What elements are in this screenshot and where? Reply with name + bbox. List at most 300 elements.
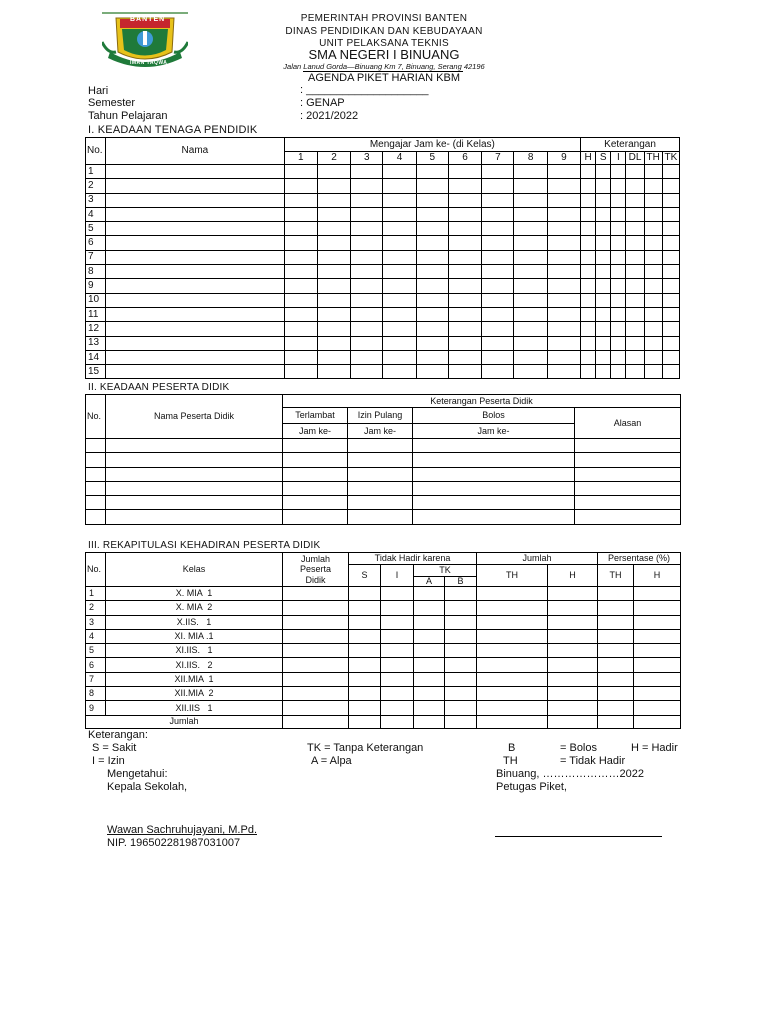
teacher-cell[interactable] xyxy=(626,222,644,236)
teacher-cell[interactable] xyxy=(284,222,317,236)
teacher-cell[interactable] xyxy=(581,165,596,179)
recap-cell[interactable] xyxy=(634,629,681,643)
recap-cell[interactable] xyxy=(477,644,548,658)
recap-cell[interactable] xyxy=(634,687,681,701)
recap-cell[interactable] xyxy=(283,644,349,658)
teacher-cell[interactable] xyxy=(611,222,626,236)
recap-cell[interactable] xyxy=(548,687,598,701)
teacher-cell[interactable] xyxy=(351,307,383,321)
teacher-cell[interactable] xyxy=(662,179,679,193)
teacher-cell[interactable] xyxy=(416,179,448,193)
teacher-cell[interactable] xyxy=(596,179,611,193)
recap-total-cell[interactable] xyxy=(548,715,598,728)
teacher-cell[interactable] xyxy=(644,193,662,207)
recap-cell[interactable] xyxy=(477,601,548,615)
recap-cell[interactable] xyxy=(283,587,349,601)
student-cell-nama[interactable] xyxy=(106,439,283,453)
teacher-cell[interactable] xyxy=(106,236,284,250)
teacher-cell[interactable] xyxy=(596,279,611,293)
teacher-cell[interactable] xyxy=(482,222,514,236)
teacher-cell[interactable] xyxy=(611,279,626,293)
teacher-cell[interactable] xyxy=(596,293,611,307)
student-cell-bolos[interactable] xyxy=(413,467,575,481)
recap-cell[interactable] xyxy=(634,644,681,658)
teacher-cell[interactable] xyxy=(662,336,679,350)
teacher-cell[interactable] xyxy=(448,279,481,293)
teacher-cell[interactable] xyxy=(284,350,317,364)
recap-cell[interactable] xyxy=(477,615,548,629)
teacher-cell[interactable] xyxy=(284,307,317,321)
teacher-cell[interactable] xyxy=(482,207,514,221)
teacher-cell[interactable] xyxy=(611,207,626,221)
teacher-cell[interactable] xyxy=(448,179,481,193)
teacher-cell[interactable] xyxy=(284,279,317,293)
teacher-cell[interactable] xyxy=(581,222,596,236)
teacher-cell[interactable] xyxy=(317,350,350,364)
teacher-cell[interactable] xyxy=(596,250,611,264)
teacher-cell[interactable] xyxy=(626,165,644,179)
teacher-cell[interactable] xyxy=(581,193,596,207)
teacher-cell[interactable] xyxy=(581,250,596,264)
teacher-cell[interactable] xyxy=(482,307,514,321)
teacher-cell[interactable] xyxy=(317,279,350,293)
teacher-cell[interactable] xyxy=(626,307,644,321)
teacher-cell[interactable] xyxy=(106,193,284,207)
teacher-cell[interactable] xyxy=(644,350,662,364)
student-cell-bolos[interactable] xyxy=(413,439,575,453)
student-cell-bolos[interactable] xyxy=(413,481,575,495)
student-cell-alasan[interactable] xyxy=(575,496,681,510)
teacher-cell[interactable] xyxy=(317,322,350,336)
teacher-cell[interactable] xyxy=(448,265,481,279)
teacher-cell[interactable] xyxy=(482,322,514,336)
recap-cell[interactable] xyxy=(598,615,634,629)
recap-cell[interactable] xyxy=(381,629,414,643)
teacher-cell[interactable] xyxy=(448,193,481,207)
teacher-cell[interactable] xyxy=(644,322,662,336)
teacher-cell[interactable] xyxy=(317,293,350,307)
teacher-cell[interactable] xyxy=(547,222,580,236)
recap-cell[interactable] xyxy=(283,615,349,629)
teacher-cell[interactable] xyxy=(351,207,383,221)
recap-cell[interactable] xyxy=(634,701,681,715)
teacher-cell[interactable] xyxy=(581,322,596,336)
teacher-cell[interactable] xyxy=(662,165,679,179)
recap-cell[interactable] xyxy=(283,629,349,643)
recap-cell[interactable] xyxy=(634,587,681,601)
recap-cell[interactable] xyxy=(414,658,445,672)
teacher-cell[interactable] xyxy=(514,165,547,179)
teacher-cell[interactable] xyxy=(662,207,679,221)
recap-cell[interactable] xyxy=(381,644,414,658)
teacher-cell[interactable] xyxy=(383,193,416,207)
teacher-cell[interactable] xyxy=(547,165,580,179)
student-cell-alasan[interactable] xyxy=(575,510,681,524)
teacher-cell[interactable] xyxy=(106,307,284,321)
recap-cell[interactable] xyxy=(283,672,349,686)
recap-total-cell[interactable] xyxy=(634,715,681,728)
teacher-cell[interactable] xyxy=(416,336,448,350)
teacher-cell[interactable] xyxy=(514,322,547,336)
teacher-cell[interactable] xyxy=(581,336,596,350)
recap-cell[interactable] xyxy=(548,644,598,658)
teacher-cell[interactable] xyxy=(284,165,317,179)
teacher-cell[interactable] xyxy=(482,365,514,379)
teacher-cell[interactable] xyxy=(611,350,626,364)
recap-total-cell[interactable] xyxy=(381,715,414,728)
teacher-cell[interactable] xyxy=(284,293,317,307)
recap-cell[interactable] xyxy=(381,615,414,629)
teacher-cell[interactable] xyxy=(416,293,448,307)
recap-cell[interactable] xyxy=(477,587,548,601)
teacher-cell[interactable] xyxy=(351,322,383,336)
teacher-cell[interactable] xyxy=(416,236,448,250)
teacher-cell[interactable] xyxy=(482,236,514,250)
teacher-cell[interactable] xyxy=(383,307,416,321)
student-cell-terlambat[interactable] xyxy=(283,467,348,481)
student-cell-nama[interactable] xyxy=(106,510,283,524)
teacher-cell[interactable] xyxy=(317,222,350,236)
teacher-cell[interactable] xyxy=(514,307,547,321)
teacher-cell[interactable] xyxy=(514,365,547,379)
teacher-cell[interactable] xyxy=(482,250,514,264)
recap-cell[interactable] xyxy=(414,587,445,601)
teacher-cell[interactable] xyxy=(416,322,448,336)
teacher-cell[interactable] xyxy=(611,250,626,264)
recap-cell[interactable] xyxy=(381,701,414,715)
teacher-cell[interactable] xyxy=(596,265,611,279)
teacher-cell[interactable] xyxy=(596,307,611,321)
teacher-cell[interactable] xyxy=(448,236,481,250)
student-cell-terlambat[interactable] xyxy=(283,453,348,467)
student-cell-no[interactable] xyxy=(86,481,106,495)
recap-cell[interactable] xyxy=(349,601,381,615)
teacher-cell[interactable] xyxy=(448,207,481,221)
recap-cell[interactable] xyxy=(548,701,598,715)
teacher-cell[interactable] xyxy=(514,350,547,364)
teacher-cell[interactable] xyxy=(106,207,284,221)
recap-cell[interactable] xyxy=(283,601,349,615)
recap-cell[interactable] xyxy=(414,629,445,643)
teacher-cell[interactable] xyxy=(626,179,644,193)
recap-cell[interactable] xyxy=(414,687,445,701)
recap-cell[interactable] xyxy=(414,615,445,629)
teacher-cell[interactable] xyxy=(662,322,679,336)
teacher-cell[interactable] xyxy=(611,236,626,250)
teacher-cell[interactable] xyxy=(416,250,448,264)
recap-cell[interactable] xyxy=(634,601,681,615)
teacher-cell[interactable] xyxy=(448,350,481,364)
student-cell-no[interactable] xyxy=(86,496,106,510)
teacher-cell[interactable] xyxy=(514,250,547,264)
teacher-cell[interactable] xyxy=(317,236,350,250)
student-cell-bolos[interactable] xyxy=(413,510,575,524)
teacher-cell[interactable] xyxy=(416,307,448,321)
teacher-cell[interactable] xyxy=(317,193,350,207)
teacher-cell[interactable] xyxy=(106,165,284,179)
teacher-cell[interactable] xyxy=(626,265,644,279)
teacher-cell[interactable] xyxy=(662,307,679,321)
teacher-cell[interactable] xyxy=(662,365,679,379)
teacher-cell[interactable] xyxy=(317,336,350,350)
teacher-cell[interactable] xyxy=(351,350,383,364)
teacher-cell[interactable] xyxy=(644,365,662,379)
teacher-cell[interactable] xyxy=(547,365,580,379)
teacher-cell[interactable] xyxy=(662,250,679,264)
teacher-cell[interactable] xyxy=(514,179,547,193)
recap-cell[interactable] xyxy=(414,701,445,715)
teacher-cell[interactable] xyxy=(351,279,383,293)
teacher-cell[interactable] xyxy=(626,207,644,221)
teacher-cell[interactable] xyxy=(351,236,383,250)
teacher-cell[interactable] xyxy=(284,236,317,250)
teacher-cell[interactable] xyxy=(416,165,448,179)
teacher-cell[interactable] xyxy=(514,293,547,307)
teacher-cell[interactable] xyxy=(106,322,284,336)
recap-cell[interactable] xyxy=(477,687,548,701)
teacher-cell[interactable] xyxy=(547,236,580,250)
recap-total-cell[interactable] xyxy=(349,715,381,728)
teacher-cell[interactable] xyxy=(284,250,317,264)
teacher-cell[interactable] xyxy=(482,293,514,307)
teacher-cell[interactable] xyxy=(611,307,626,321)
student-cell-terlambat[interactable] xyxy=(283,439,348,453)
recap-cell[interactable] xyxy=(381,587,414,601)
teacher-cell[interactable] xyxy=(482,165,514,179)
teacher-cell[interactable] xyxy=(626,336,644,350)
teacher-cell[interactable] xyxy=(317,165,350,179)
recap-cell[interactable] xyxy=(283,658,349,672)
teacher-cell[interactable] xyxy=(662,193,679,207)
recap-cell[interactable] xyxy=(598,672,634,686)
recap-cell[interactable] xyxy=(548,587,598,601)
student-cell-terlambat[interactable] xyxy=(283,496,348,510)
recap-cell[interactable] xyxy=(381,658,414,672)
teacher-cell[interactable] xyxy=(611,365,626,379)
recap-cell[interactable] xyxy=(598,644,634,658)
teacher-cell[interactable] xyxy=(626,293,644,307)
teacher-cell[interactable] xyxy=(416,350,448,364)
teacher-cell[interactable] xyxy=(416,207,448,221)
recap-cell[interactable] xyxy=(349,658,381,672)
recap-cell[interactable] xyxy=(414,672,445,686)
teacher-cell[interactable] xyxy=(626,279,644,293)
student-cell-izin[interactable] xyxy=(348,439,413,453)
teacher-cell[interactable] xyxy=(106,365,284,379)
recap-cell[interactable] xyxy=(445,687,477,701)
teacher-cell[interactable] xyxy=(383,222,416,236)
teacher-cell[interactable] xyxy=(317,265,350,279)
teacher-cell[interactable] xyxy=(482,279,514,293)
recap-cell[interactable] xyxy=(445,601,477,615)
teacher-cell[interactable] xyxy=(644,222,662,236)
recap-cell[interactable] xyxy=(598,701,634,715)
recap-cell[interactable] xyxy=(445,629,477,643)
recap-cell[interactable] xyxy=(414,644,445,658)
recap-cell[interactable] xyxy=(477,672,548,686)
teacher-cell[interactable] xyxy=(416,265,448,279)
teacher-cell[interactable] xyxy=(106,265,284,279)
teacher-cell[interactable] xyxy=(581,350,596,364)
student-cell-alasan[interactable] xyxy=(575,467,681,481)
teacher-cell[interactable] xyxy=(547,179,580,193)
teacher-cell[interactable] xyxy=(351,250,383,264)
teacher-cell[interactable] xyxy=(416,365,448,379)
recap-total-cell[interactable] xyxy=(445,715,477,728)
teacher-cell[interactable] xyxy=(514,207,547,221)
recap-cell[interactable] xyxy=(548,672,598,686)
teacher-cell[interactable] xyxy=(482,350,514,364)
recap-cell[interactable] xyxy=(349,615,381,629)
teacher-cell[interactable] xyxy=(351,265,383,279)
recap-cell[interactable] xyxy=(548,601,598,615)
teacher-cell[interactable] xyxy=(514,236,547,250)
teacher-cell[interactable] xyxy=(106,336,284,350)
teacher-cell[interactable] xyxy=(284,207,317,221)
recap-cell[interactable] xyxy=(349,629,381,643)
recap-cell[interactable] xyxy=(477,701,548,715)
student-cell-nama[interactable] xyxy=(106,453,283,467)
teacher-cell[interactable] xyxy=(644,165,662,179)
student-cell-alasan[interactable] xyxy=(575,439,681,453)
teacher-cell[interactable] xyxy=(644,336,662,350)
teacher-cell[interactable] xyxy=(383,265,416,279)
recap-cell[interactable] xyxy=(598,687,634,701)
student-cell-alasan[interactable] xyxy=(575,481,681,495)
teacher-cell[interactable] xyxy=(448,307,481,321)
recap-cell[interactable] xyxy=(381,672,414,686)
teacher-cell[interactable] xyxy=(482,265,514,279)
teacher-cell[interactable] xyxy=(448,336,481,350)
teacher-cell[interactable] xyxy=(383,336,416,350)
teacher-cell[interactable] xyxy=(284,265,317,279)
teacher-cell[interactable] xyxy=(106,222,284,236)
teacher-cell[interactable] xyxy=(106,279,284,293)
recap-cell[interactable] xyxy=(445,587,477,601)
teacher-cell[interactable] xyxy=(581,365,596,379)
recap-cell[interactable] xyxy=(634,672,681,686)
recap-cell[interactable] xyxy=(349,687,381,701)
teacher-cell[interactable] xyxy=(383,179,416,193)
teacher-cell[interactable] xyxy=(596,236,611,250)
teacher-cell[interactable] xyxy=(482,193,514,207)
teacher-cell[interactable] xyxy=(626,322,644,336)
teacher-cell[interactable] xyxy=(514,193,547,207)
student-cell-izin[interactable] xyxy=(348,481,413,495)
recap-cell[interactable] xyxy=(349,701,381,715)
student-cell-no[interactable] xyxy=(86,510,106,524)
teacher-cell[interactable] xyxy=(662,265,679,279)
teacher-cell[interactable] xyxy=(581,265,596,279)
teacher-cell[interactable] xyxy=(383,236,416,250)
recap-cell[interactable] xyxy=(283,701,349,715)
teacher-cell[interactable] xyxy=(547,250,580,264)
teacher-cell[interactable] xyxy=(581,179,596,193)
teacher-cell[interactable] xyxy=(106,350,284,364)
teacher-cell[interactable] xyxy=(284,336,317,350)
teacher-cell[interactable] xyxy=(596,193,611,207)
teacher-cell[interactable] xyxy=(611,179,626,193)
teacher-cell[interactable] xyxy=(547,350,580,364)
student-cell-terlambat[interactable] xyxy=(283,510,348,524)
teacher-cell[interactable] xyxy=(644,265,662,279)
teacher-cell[interactable] xyxy=(596,350,611,364)
teacher-cell[interactable] xyxy=(448,293,481,307)
recap-cell[interactable] xyxy=(349,672,381,686)
teacher-cell[interactable] xyxy=(626,236,644,250)
teacher-cell[interactable] xyxy=(383,250,416,264)
recap-cell[interactable] xyxy=(598,601,634,615)
teacher-cell[interactable] xyxy=(317,250,350,264)
teacher-cell[interactable] xyxy=(317,207,350,221)
teacher-cell[interactable] xyxy=(383,365,416,379)
teacher-cell[interactable] xyxy=(644,307,662,321)
student-cell-izin[interactable] xyxy=(348,467,413,481)
teacher-cell[interactable] xyxy=(284,193,317,207)
teacher-cell[interactable] xyxy=(581,307,596,321)
teacher-cell[interactable] xyxy=(416,193,448,207)
teacher-cell[interactable] xyxy=(383,293,416,307)
teacher-cell[interactable] xyxy=(596,365,611,379)
teacher-cell[interactable] xyxy=(448,365,481,379)
recap-cell[interactable] xyxy=(598,658,634,672)
recap-cell[interactable] xyxy=(477,629,548,643)
teacher-cell[interactable] xyxy=(581,207,596,221)
teacher-cell[interactable] xyxy=(596,207,611,221)
teacher-cell[interactable] xyxy=(317,365,350,379)
student-cell-nama[interactable] xyxy=(106,496,283,510)
teacher-cell[interactable] xyxy=(547,336,580,350)
recap-total-cell[interactable] xyxy=(598,715,634,728)
teacher-cell[interactable] xyxy=(596,336,611,350)
teacher-cell[interactable] xyxy=(514,279,547,293)
teacher-cell[interactable] xyxy=(106,293,284,307)
student-cell-no[interactable] xyxy=(86,453,106,467)
teacher-cell[interactable] xyxy=(284,365,317,379)
recap-cell[interactable] xyxy=(477,658,548,672)
teacher-cell[interactable] xyxy=(383,207,416,221)
recap-cell[interactable] xyxy=(598,587,634,601)
teacher-cell[interactable] xyxy=(662,236,679,250)
recap-total-cell[interactable] xyxy=(414,715,445,728)
teacher-cell[interactable] xyxy=(514,336,547,350)
recap-cell[interactable] xyxy=(349,644,381,658)
teacher-cell[interactable] xyxy=(626,350,644,364)
student-cell-izin[interactable] xyxy=(348,453,413,467)
teacher-cell[interactable] xyxy=(644,279,662,293)
teacher-cell[interactable] xyxy=(547,265,580,279)
recap-total-cell[interactable] xyxy=(283,715,349,728)
teacher-cell[interactable] xyxy=(644,250,662,264)
teacher-cell[interactable] xyxy=(416,279,448,293)
teacher-cell[interactable] xyxy=(383,350,416,364)
teacher-cell[interactable] xyxy=(448,222,481,236)
recap-cell[interactable] xyxy=(445,615,477,629)
teacher-cell[interactable] xyxy=(644,236,662,250)
teacher-cell[interactable] xyxy=(351,222,383,236)
teacher-cell[interactable] xyxy=(383,279,416,293)
teacher-cell[interactable] xyxy=(547,307,580,321)
teacher-cell[interactable] xyxy=(106,250,284,264)
teacher-cell[interactable] xyxy=(514,222,547,236)
student-cell-nama[interactable] xyxy=(106,467,283,481)
teacher-cell[interactable] xyxy=(626,193,644,207)
teacher-cell[interactable] xyxy=(351,165,383,179)
teacher-cell[interactable] xyxy=(448,250,481,264)
teacher-cell[interactable] xyxy=(547,193,580,207)
teacher-cell[interactable] xyxy=(611,265,626,279)
teacher-cell[interactable] xyxy=(611,165,626,179)
